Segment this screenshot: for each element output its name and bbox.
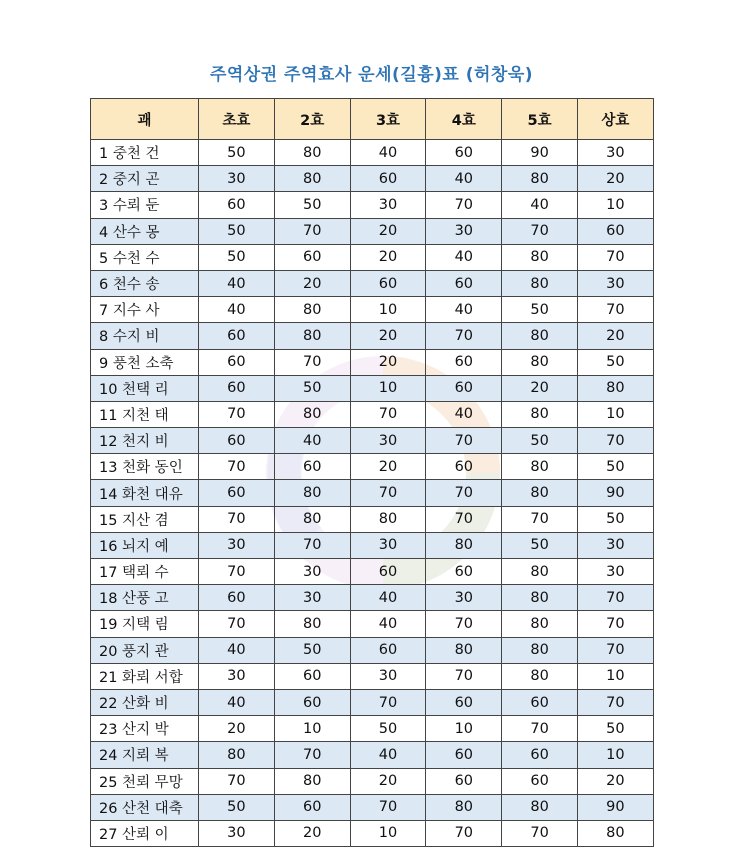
score-cell: 90 [577, 480, 653, 506]
score-cell: 30 [426, 585, 502, 611]
column-header: 4효 [426, 99, 502, 140]
score-cell: 70 [426, 323, 502, 349]
score-cell: 60 [199, 375, 275, 401]
score-cell: 10 [350, 297, 426, 323]
score-cell: 60 [350, 270, 426, 296]
table-row [91, 532, 654, 558]
score-cell: 50 [199, 244, 275, 270]
score-cell: 40 [199, 270, 275, 296]
table-row [91, 454, 654, 480]
score-cell: 40 [426, 297, 502, 323]
score-cell: 50 [502, 532, 578, 558]
score-cell: 40 [350, 611, 426, 637]
score-cell: 30 [350, 192, 426, 218]
hexagram-name-cell: 9 풍천 소축 [91, 349, 199, 375]
table-row [91, 401, 654, 427]
table-row [91, 689, 654, 715]
score-cell: 60 [199, 428, 275, 454]
score-cell: 70 [274, 532, 350, 558]
score-cell: 20 [199, 716, 275, 742]
score-cell: 20 [350, 349, 426, 375]
score-cell: 70 [199, 506, 275, 532]
score-cell: 70 [199, 401, 275, 427]
score-cell: 30 [426, 218, 502, 244]
page-title: 주역상권 주역효사 운세(길흉)표 (허창욱) [209, 65, 534, 85]
score-cell: 30 [577, 559, 653, 585]
score-cell: 40 [426, 401, 502, 427]
score-cell: 30 [577, 532, 653, 558]
score-cell: 60 [274, 454, 350, 480]
score-cell: 80 [502, 663, 578, 689]
score-cell: 60 [502, 742, 578, 768]
score-cell: 50 [274, 375, 350, 401]
score-cell: 70 [426, 480, 502, 506]
score-cell: 40 [502, 192, 578, 218]
score-cell: 70 [577, 637, 653, 663]
score-cell: 80 [350, 506, 426, 532]
score-cell: 70 [502, 820, 578, 846]
hexagram-name-cell: 20 풍지 관 [91, 637, 199, 663]
score-cell: 40 [350, 742, 426, 768]
score-cell: 50 [199, 218, 275, 244]
table-row [91, 166, 654, 192]
score-cell: 10 [350, 820, 426, 846]
score-cell: 80 [274, 611, 350, 637]
score-cell: 60 [199, 585, 275, 611]
score-cell: 70 [274, 742, 350, 768]
hexagram-name-cell: 25 천뢰 무망 [91, 768, 199, 794]
table-row [91, 663, 654, 689]
score-cell: 60 [426, 768, 502, 794]
column-header: 괘 [91, 99, 199, 140]
score-cell: 50 [350, 716, 426, 742]
score-cell: 80 [502, 480, 578, 506]
hexagram-name-cell: 13 천화 동인 [91, 454, 199, 480]
hexagram-name-cell: 8 수지 비 [91, 323, 199, 349]
score-cell: 70 [350, 794, 426, 820]
table-row [91, 218, 654, 244]
score-cell: 70 [426, 192, 502, 218]
score-cell: 50 [577, 716, 653, 742]
score-cell: 40 [350, 140, 426, 166]
score-cell: 30 [274, 559, 350, 585]
score-cell: 40 [199, 689, 275, 715]
table-row [91, 244, 654, 270]
hexagram-name-cell: 3 수뢰 둔 [91, 192, 199, 218]
score-cell: 80 [502, 611, 578, 637]
score-cell: 20 [350, 768, 426, 794]
table-row [91, 585, 654, 611]
score-cell: 20 [577, 768, 653, 794]
score-cell: 60 [199, 480, 275, 506]
table-row [91, 768, 654, 794]
score-cell: 20 [274, 820, 350, 846]
score-cell: 50 [199, 794, 275, 820]
hexagram-name-cell: 12 천지 비 [91, 428, 199, 454]
table-row [91, 820, 654, 846]
score-cell: 60 [350, 637, 426, 663]
score-cell: 60 [426, 689, 502, 715]
score-cell: 80 [502, 244, 578, 270]
score-cell: 70 [577, 244, 653, 270]
hexagram-name-cell: 4 산수 몽 [91, 218, 199, 244]
score-cell: 60 [274, 794, 350, 820]
score-cell: 70 [350, 401, 426, 427]
score-cell: 80 [426, 637, 502, 663]
score-cell: 30 [577, 140, 653, 166]
score-cell: 50 [577, 506, 653, 532]
table-row [91, 192, 654, 218]
score-cell: 70 [350, 480, 426, 506]
hexagram-name-cell: 24 지뢰 복 [91, 742, 199, 768]
score-cell: 60 [274, 689, 350, 715]
hexagram-name-cell: 14 화천 대유 [91, 480, 199, 506]
score-cell: 50 [577, 349, 653, 375]
hexagram-name-cell: 1 중천 건 [91, 140, 199, 166]
score-cell: 70 [426, 663, 502, 689]
score-cell: 70 [426, 611, 502, 637]
column-header: 2효 [274, 99, 350, 140]
table-row [91, 506, 654, 532]
score-cell: 70 [502, 716, 578, 742]
score-cell: 80 [502, 349, 578, 375]
score-cell: 80 [274, 480, 350, 506]
score-cell: 40 [274, 428, 350, 454]
column-header: 3효 [350, 99, 426, 140]
score-cell: 70 [274, 218, 350, 244]
score-cell: 80 [502, 166, 578, 192]
score-cell: 10 [577, 742, 653, 768]
score-cell: 60 [199, 192, 275, 218]
score-cell: 30 [274, 585, 350, 611]
score-cell: 70 [426, 428, 502, 454]
score-cell: 40 [199, 297, 275, 323]
score-cell: 60 [426, 454, 502, 480]
score-cell: 60 [426, 742, 502, 768]
hexagram-name-cell: 5 수천 수 [91, 244, 199, 270]
score-cell: 50 [502, 297, 578, 323]
score-cell: 80 [502, 637, 578, 663]
hexagram-name-cell: 2 중지 곤 [91, 166, 199, 192]
score-cell: 70 [199, 611, 275, 637]
score-cell: 60 [502, 689, 578, 715]
score-cell: 80 [426, 532, 502, 558]
table-row [91, 270, 654, 296]
score-cell: 80 [274, 297, 350, 323]
hexagram-name-cell: 23 산지 박 [91, 716, 199, 742]
score-cell: 70 [502, 506, 578, 532]
score-cell: 90 [502, 140, 578, 166]
score-cell: 50 [199, 140, 275, 166]
score-cell: 80 [577, 375, 653, 401]
hexagram-name-cell: 21 화뢰 서합 [91, 663, 199, 689]
score-cell: 80 [274, 401, 350, 427]
score-cell: 70 [199, 768, 275, 794]
score-cell: 70 [199, 559, 275, 585]
score-cell: 80 [426, 794, 502, 820]
score-cell: 10 [577, 192, 653, 218]
score-cell: 20 [577, 166, 653, 192]
hexagram-name-cell: 6 천수 송 [91, 270, 199, 296]
score-cell: 40 [350, 585, 426, 611]
score-cell: 60 [426, 140, 502, 166]
score-cell: 50 [577, 454, 653, 480]
table-row [91, 637, 654, 663]
score-cell: 20 [350, 244, 426, 270]
score-cell: 80 [274, 768, 350, 794]
column-header: 5효 [502, 99, 578, 140]
score-cell: 60 [426, 375, 502, 401]
hexagram-name-cell: 19 지택 림 [91, 611, 199, 637]
score-cell: 10 [274, 716, 350, 742]
score-cell: 80 [502, 794, 578, 820]
table-row [91, 742, 654, 768]
score-cell: 80 [502, 559, 578, 585]
score-cell: 80 [502, 323, 578, 349]
score-cell: 70 [577, 428, 653, 454]
score-cell: 70 [502, 218, 578, 244]
score-cell: 30 [199, 532, 275, 558]
score-cell: 20 [350, 218, 426, 244]
score-cell: 20 [350, 323, 426, 349]
column-header: 초효 [199, 99, 275, 140]
score-cell: 80 [274, 506, 350, 532]
score-cell: 60 [502, 768, 578, 794]
score-cell: 70 [577, 585, 653, 611]
score-cell: 10 [577, 663, 653, 689]
hexagram-name-cell: 18 산풍 고 [91, 585, 199, 611]
score-cell: 80 [502, 401, 578, 427]
score-cell: 60 [426, 559, 502, 585]
score-cell: 80 [577, 820, 653, 846]
hexagram-name-cell: 22 산화 비 [91, 689, 199, 715]
score-cell: 30 [350, 532, 426, 558]
table-row [91, 323, 654, 349]
score-cell: 70 [577, 689, 653, 715]
score-cell: 80 [199, 742, 275, 768]
score-cell: 30 [199, 166, 275, 192]
table-row [91, 349, 654, 375]
score-cell: 90 [577, 794, 653, 820]
hexagram-name-cell: 15 지산 겸 [91, 506, 199, 532]
score-cell: 60 [274, 244, 350, 270]
score-cell: 40 [199, 637, 275, 663]
score-cell: 80 [502, 270, 578, 296]
table-row [91, 559, 654, 585]
score-cell: 40 [426, 244, 502, 270]
table-row [91, 716, 654, 742]
score-cell: 70 [577, 611, 653, 637]
column-header: 상효 [577, 99, 653, 140]
score-cell: 10 [426, 716, 502, 742]
score-cell: 60 [426, 270, 502, 296]
score-cell: 60 [426, 349, 502, 375]
score-cell: 50 [502, 428, 578, 454]
score-cell: 20 [350, 454, 426, 480]
score-cell: 70 [577, 297, 653, 323]
hexagram-name-cell: 10 천택 리 [91, 375, 199, 401]
score-cell: 10 [577, 401, 653, 427]
score-cell: 30 [350, 428, 426, 454]
hexagram-name-cell: 27 산뢰 이 [91, 820, 199, 846]
score-cell: 50 [274, 637, 350, 663]
hexagram-name-cell: 11 지천 태 [91, 401, 199, 427]
table-row [91, 375, 654, 401]
score-cell: 60 [350, 166, 426, 192]
score-cell: 80 [502, 454, 578, 480]
score-cell: 70 [350, 689, 426, 715]
score-cell: 80 [274, 140, 350, 166]
hexagram-name-cell: 7 지수 사 [91, 297, 199, 323]
fortune-table [90, 98, 654, 847]
table-row [91, 611, 654, 637]
score-cell: 80 [502, 585, 578, 611]
score-cell: 30 [577, 270, 653, 296]
table-row [91, 140, 654, 166]
table-header-row [91, 99, 654, 140]
score-cell: 70 [426, 506, 502, 532]
hexagram-name-cell: 16 뇌지 예 [91, 532, 199, 558]
score-cell: 60 [350, 559, 426, 585]
table-row [91, 794, 654, 820]
hexagram-name-cell: 26 산천 대축 [91, 794, 199, 820]
score-cell: 50 [274, 192, 350, 218]
score-cell: 70 [199, 454, 275, 480]
score-cell: 20 [274, 270, 350, 296]
score-cell: 60 [199, 323, 275, 349]
table-row [91, 297, 654, 323]
score-cell: 60 [274, 663, 350, 689]
score-cell: 80 [274, 323, 350, 349]
score-cell: 70 [426, 820, 502, 846]
score-cell: 20 [577, 323, 653, 349]
score-cell: 30 [199, 820, 275, 846]
score-cell: 20 [502, 375, 578, 401]
table-row [91, 428, 654, 454]
hexagram-name-cell: 17 택뢰 수 [91, 559, 199, 585]
score-cell: 70 [274, 349, 350, 375]
score-cell: 30 [350, 663, 426, 689]
score-cell: 60 [199, 349, 275, 375]
score-cell: 80 [274, 166, 350, 192]
score-cell: 40 [426, 166, 502, 192]
table-row [91, 480, 654, 506]
score-cell: 30 [199, 663, 275, 689]
score-cell: 60 [577, 218, 653, 244]
score-cell: 10 [350, 375, 426, 401]
